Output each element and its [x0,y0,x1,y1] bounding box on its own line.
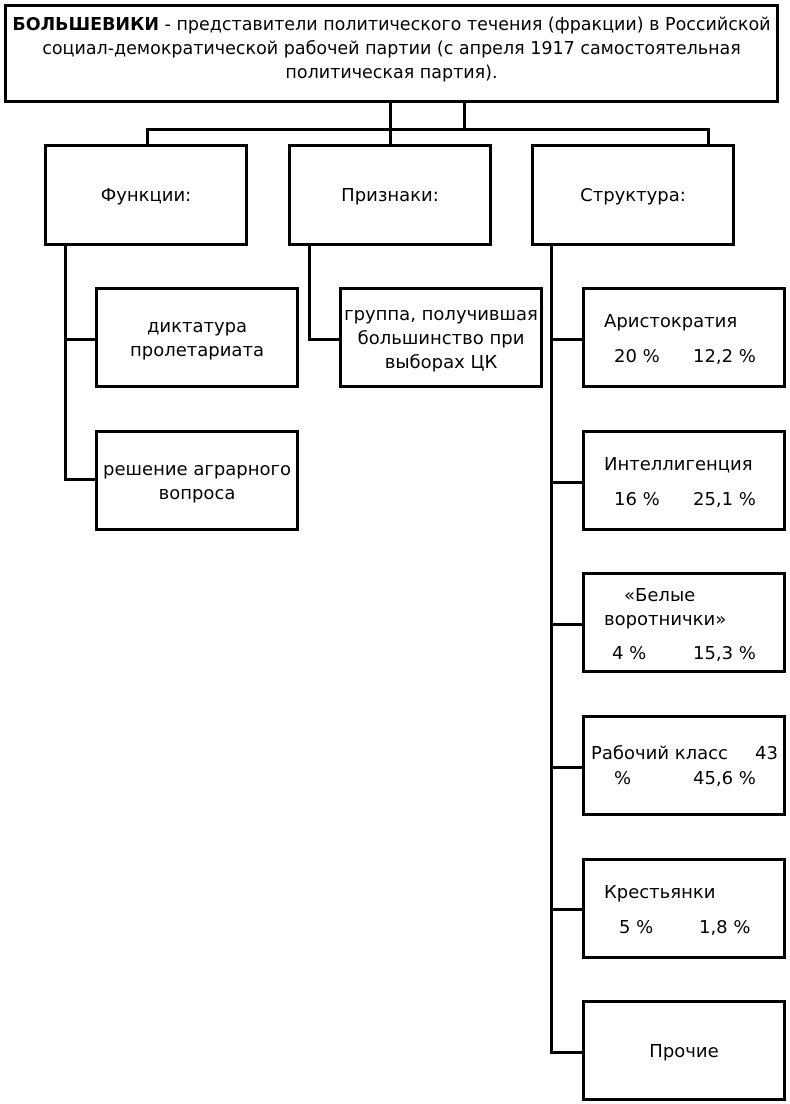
connector-line [550,1051,583,1054]
connector-line [308,246,311,341]
structure-value-2: 1,8 % [699,917,751,938]
connector-line [550,338,583,341]
signs-header: Признаки: [341,185,439,206]
connector-line [64,478,96,481]
function-1-line-2: пролетариата [130,340,264,361]
functions-header-box [44,144,248,246]
title-text [7,13,776,85]
structure-header: Структура: [580,185,686,206]
connector-line [389,103,392,131]
sign-1-line-2: большинство при [357,328,525,349]
sign-box-1 [339,287,543,388]
title-bold: БОЛЬШЕВИКИ [12,15,160,35]
connector-line [308,338,340,341]
connector-line [463,103,466,128]
structure-value-2: 15,3 % [693,643,756,664]
structure-value-1: 4 % [612,643,647,664]
structure-label-line-2: воротнички» [604,609,727,630]
signs-header-box [288,144,492,246]
structure-box-intelligentsia [582,430,786,531]
connector-line [389,128,392,145]
connector-line [64,246,67,481]
title-rest: - представители политического течения (фракции) в Российской социал-демократической рабочей партии (с апреля 1917 самостоятельная политическая партия). [42,15,771,83]
connector-line [550,766,583,769]
structure-box-others [582,1000,786,1101]
sign-1-line-3: выборах ЦК [384,352,498,373]
structure-label: Аристократия [604,311,738,332]
structure-value-2: 45,6 % [693,768,756,789]
structure-box-white-collars [582,572,786,673]
connector-line [550,481,583,484]
structure-label-line-1: «Белые [624,585,696,606]
sign-1-line-1: группа, получившая [344,304,538,325]
connector-line [146,128,149,145]
structure-value-1b: % [614,768,632,789]
structure-label: Рабочий класс [591,743,728,764]
structure-box-aristocracy [582,287,786,388]
structure-label: Крестьянки [604,882,716,903]
structure-header-box [531,144,735,246]
connector-line [550,908,583,911]
function-2-line-1: решение аграрного [103,459,291,480]
structure-value-2: 12,2 % [693,346,756,367]
structure-label: Прочие [649,1041,719,1062]
connector-line [146,128,710,131]
functions-header: Функции: [100,185,192,206]
function-1-line-1: диктатура [146,316,248,337]
structure-box-working-class [582,715,786,816]
structure-value-1: 16 % [614,489,660,510]
connector-line [550,246,553,1054]
structure-label: Интеллигенция [604,454,753,475]
function-box-1 [95,287,299,388]
connector-line [64,338,96,341]
structure-value-2: 25,1 % [693,489,756,510]
function-2-line-2: вопроса [158,483,236,504]
structure-value-1a: 43 [755,743,778,764]
function-box-2 [95,430,299,531]
structure-value-1: 20 % [614,346,660,367]
structure-box-peasants [582,858,786,959]
structure-value-1: 5 % [619,917,654,938]
title-box [4,4,779,103]
connector-line [550,623,583,626]
connector-line [707,128,710,145]
